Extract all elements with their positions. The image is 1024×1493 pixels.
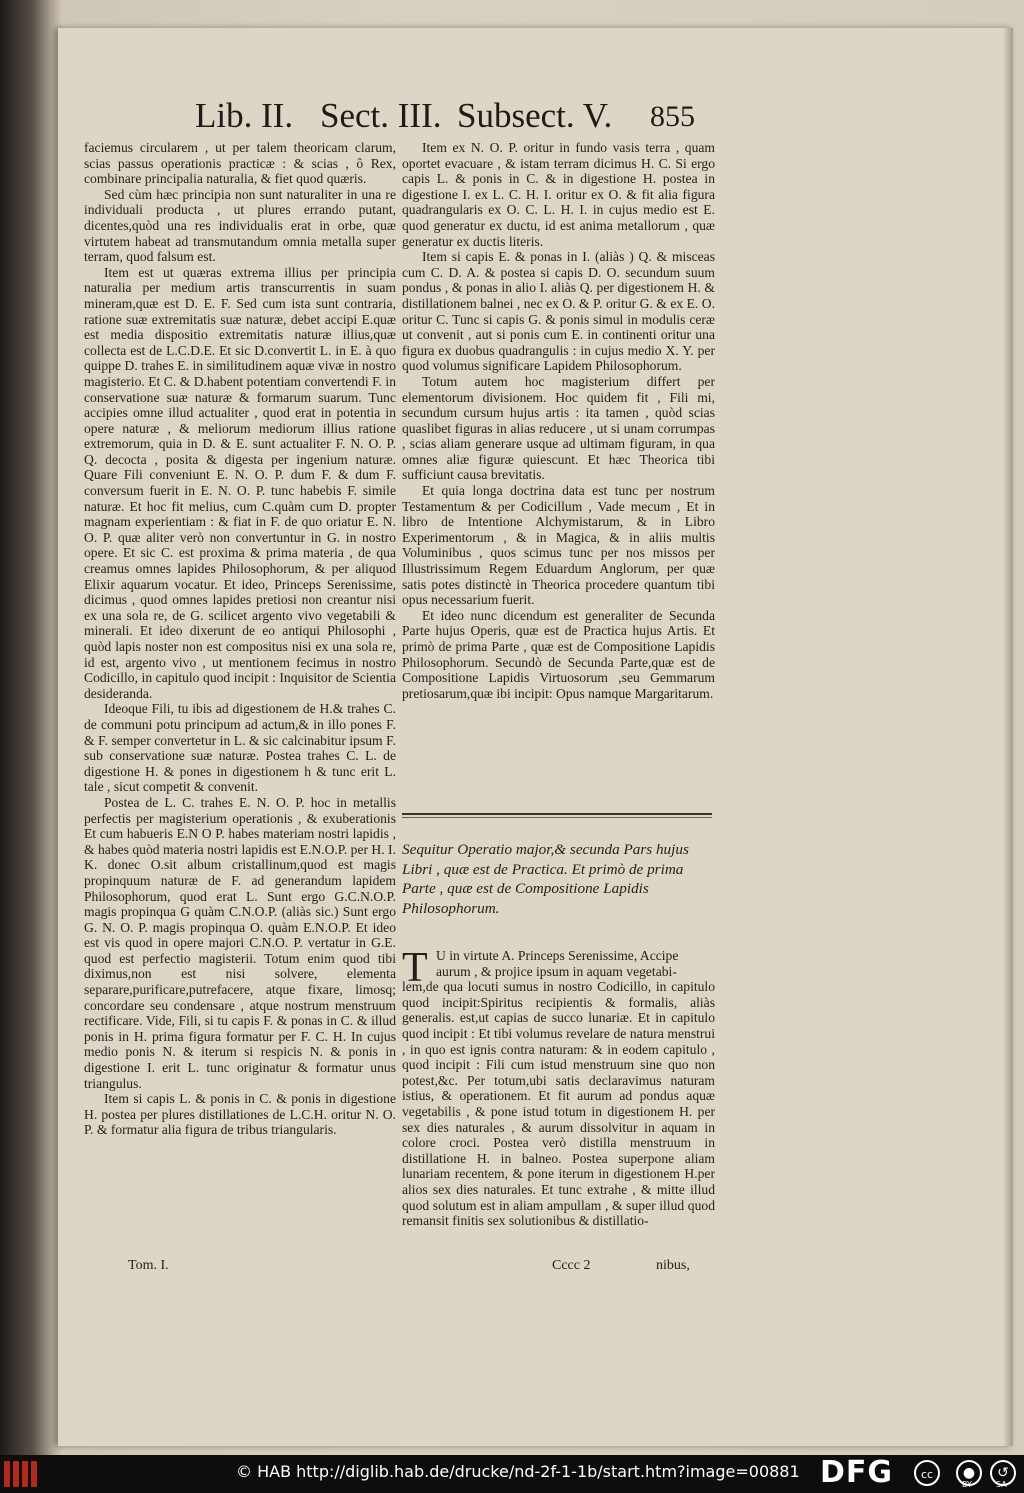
- dfg-logo[interactable]: DFG: [820, 1455, 894, 1490]
- footer-signature: Cccc 2: [552, 1258, 591, 1273]
- hab-logo-stripe: [13, 1461, 19, 1487]
- paragraph: faciemus circularem , ut per talem theoricam clarum, scias passus operationis practicæ : & scias , ô Rex, combinare principalia naturalia, & fiet quod quæris.: [84, 140, 396, 187]
- section-subheading: Sequitur Operatio major,& secunda Pars hujus Libri , quæ est de Practica. Et primò de prima Parte , quæ est de Compositione Lapidis Philosophorum.: [402, 841, 689, 917]
- page-number: 855: [650, 100, 695, 133]
- footer-catchword: nibus,: [656, 1258, 690, 1273]
- header-book: Lib. II.: [195, 96, 294, 135]
- running-header: [195, 96, 970, 146]
- chapter-text: [402, 945, 715, 1229]
- paragraph: Totum autem hoc magisterium differt per elementorum divisionem. Hoc quidem fit , Fili mi, secundum cursum hujus artis : ita tamen , quòd scias quaslibet figuras in alias reducere , ut si unam corrumpas , scias aliam generare usque ad ultimam figuram, in qua omnes aliæ figuræ quiescunt. Et hæc Theorica tibi sufficiunt causa brevitatis.: [402, 373, 715, 483]
- right-column: [402, 140, 715, 701]
- paragraph: Et ideo nunc dicendum est generaliter de Secunda Parte hujus Operis, quæ est de Practica hujus Artis. Et primò de prima Parte , quæ est de Compositione Lapidis Philosophorum. Secundò de Secunda Parte,quæ est de Compositione Lapidis Virtuosorum ,seu Gemmarum pretiosarum,quæ ibi incipit: Opus namque Margaritarum.: [402, 607, 715, 701]
- cc-license-icon[interactable]: cc: [914, 1460, 940, 1486]
- paragraph: Et quia longa doctrina data est tunc per nostrum Testamentum & per Codicillum , Vade mecum , Et in libro de Intentione Alchymistarum, & in Libro Experimentorum , & in Magica, & in aliis multis Voluminibus , quos scimus tunc per nos missos per Illustrissimum Regem Eduardum Anglorum, per quæ satis potes distinctè in Theorica procedere quantum tibi opus necessarium fuerit.: [402, 483, 715, 608]
- sa-label: SA: [996, 1480, 1007, 1489]
- paragraph: Item ex N. O. P. oritur in fundo vasis terra , quam oportet evacuare , & istam terram dicimus H. C. Si ergo capis L. & ponis in C. & in digestione H. postea in digestione I. ex L. C. H. I. oritur ex O. & fit alia figura quadrangularis ex O. C. L. H. I. in cujus medio est E. quod generatur ex ductu, id est anima metallorum , quæ generatur ex ductis literis.: [402, 140, 715, 249]
- section-rule-thin: [402, 817, 712, 818]
- paragraph: Item si capis L. & ponis in C. & ponis in digestione H. postea per plures distillationes de L.C.H. oritur N. O. P. & formatur alia figura de tribus triangularis.: [84, 1091, 396, 1138]
- chapter-line-1: U in virtute A. Princeps Serenissime, Accipe: [436, 948, 679, 963]
- hab-logo-stripe: [22, 1461, 28, 1487]
- left-column: [84, 140, 396, 1138]
- paragraph: Item est ut quæras extrema illius per principia naturalia per medium artis transcurrentis in suam mineram,quæ est D. E. F. Sed cum ista sunt contraria, ratione suæ extremitatis suæ naturæ, debet accipi E.quæ est media dispositio extremitatis naturæ illius,quæ collecta est de L.C.D.E. Et sic D.convertit L. in E. à quo quippe D. trahes E. in similitudinem aquæ vivæ in nostro magisterio. Et C. & D.habent potentiam convertendi F. in conservatione suæ naturæ & formarum suarum. Tunc accipies omne illud actualiter , quod erat in potentia in opere naturæ , & meliorum mediorum illius ratione extremorum, quia in D. & E. sunt actualiter F. N. O. P. Q. decocta , posita & digesta per ingenium naturæ. Quare Fili conveniunt E. N. O. P. dum F. & dum F. conversum fuerit in E. N. O. P. tunc habebis F. simile naturæ. Et hoc fit melius, cum C.quàm cum D. propter magnam experientiam : & fiat in F. de quo oriatur E. N. O. P. quæ aliter verò non convertuntur in G. in nostro opere. Et sic C. est proxima & prima materia , de qua creamus omnes lapides Philosophorum, & per aliquod Elixir aquarum vocatur. Et ideo, Princeps Serenissime, dicimus , quod omnes lapides pretiosi non creantur nisi ex una sola re, de G. scilicet argento vivo vegetabili & minerali. Et ideo dixerunt de eo antiqui Philosophi , quòd lapis noster non est compositus nisi ex una sola re, id est, argento vivo , ut mentionem fecimus in nostro Codicillo, in capitulo quod incipit : Inquisitor de Scientia desideranda.: [84, 264, 396, 701]
- by-label: BY: [962, 1480, 972, 1489]
- paragraph: Ideoque Fili, tu ibis ad digestionem de H.& trahes C. de communi potu principum ad actum,& in illo pones F. & F. semper convertetur in L. & sic calcinabitur ipsum F. sub conservatione suæ naturæ. Postea trahes C. L. de digestione H. & pones in digestionem h & tunc erit L. tale , sicut competit & convenit.: [84, 701, 396, 795]
- hab-logo-stripe: [31, 1461, 37, 1487]
- header-section: Sect. III.: [320, 96, 442, 135]
- share-alike-icon[interactable]: ↺: [990, 1460, 1016, 1486]
- hab-logo-stripe: [4, 1461, 10, 1487]
- paragraph: Sed cùm hæc principia non sunt naturaliter in una re individuali producta , ut plures errando putant, dicentes,quòd una res individualis erat in orbe, quæ virtutem habeat ad transmutandum omnia metalla super terram, quod falsum est.: [84, 186, 396, 265]
- footer-volume: Tom. I.: [128, 1258, 169, 1273]
- attribution-icon[interactable]: ●: [956, 1460, 982, 1486]
- paragraph: Item si capis E. & ponas in I. (aliàs ) Q. & misceas cum C. D. A. & postea si capis D. O. secundum suum pondus , & ponas in alio I. aliàs Q. per digestionem H. & distillationem balnei , nec ex O. & P. oritur G. & ex E. O. oritur C. Tunc si capis G. & ponis simul in modulis ceræ ut convenit , aut si ponis cum E. in continenti oritur una figura ex duobus quadrangulis : in cujus medio X. Y. per quod volumus significare Lapidem Philosophorum.: [402, 249, 715, 374]
- paragraph: Postea de L. C. trahes E. N. O. P. hoc in metallis perfectis per magisterium operationis , & exuberationis Et cum habueris E.N O P. habes materiam nostri lapidis , & habes quòd materia nostri lapidis est E.N.O.P. per H. I. K. donec O.sit album cristallinum,quod est magis propinquum naturæ de F. ad generandum lapidem Philosophorum, quod erat L. Sunt ergo G.C.N.O.P. magis propinqua G quàm C.N.O.P. (aliàs sic.) Sunt ergo G. N. O. P. magis propinqua O. quàm E.N.O.P. Et ideo est vis quod in opere majori C.N.O. P. vertatur in G.E. quod est perfectio magisterii. Totum enim quod tibi diximus,non est nisi solvere, elementa separare,purificare,putrefacere, atque fixare, limosq; concordare seu condensare , atque nostrum menstruum rectificare. Vide, Fili, si tu capis F. & ponas in C. & illud ponis in H. prima figura formatur per F. C. H. In cujus medio ponis N. & iterum si respicis N. & ponis in digestione I. erit L. tunc originatur & formatur unus triangulus.: [84, 794, 396, 1091]
- header-subsection: Subsect. V.: [457, 96, 613, 135]
- book-spine-edge: [0, 0, 60, 1455]
- chapter-line-2: aurum , & projice ipsum in aquam vegetabi-: [436, 963, 677, 979]
- page-edge-shade: [1003, 28, 1013, 1446]
- copyright-link[interactable]: © HAB http://diglib.hab.de/drucke/nd-2f-1-1b/start.htm?image=00881: [236, 1462, 800, 1481]
- section-rule: [402, 813, 712, 815]
- chapter-body: lem,de qua locuti sumus in nostro Codicillo, in capitulo quod incipit:Spiritus recipientis & formalis, aliàs generalis. est,ut capias de succo lunariæ. Et in capitulo quod incipit : Et tibi volumus revelare de natura menstrui , in quo est ignis contra naturam: & in eodem capitulo , quod incipit : Fili cum istud menstruum sine quo non potest,&c. Per totum,ubi satis declaravimus naturam istius, & operationem. Et fit aurum ad pondus aquæ vegetabilis , & pone istud totum in digestionem H. per sex dies naturales , & aurum dissolvitur in aquam in colore croci. Postea verò distilla menstruum in distillatione H. in balneo. Postea superpone aliam lunariam recentem, & pone iterum in digestionem H.per alios sex dies naturales. Et tunc extrahe , & mitte illud quod solutum est in aliam ampullam , & super illud quod remansit finitis sex solutionibus & distillatio-: [402, 979, 715, 1229]
- drop-capital: T: [402, 945, 428, 991]
